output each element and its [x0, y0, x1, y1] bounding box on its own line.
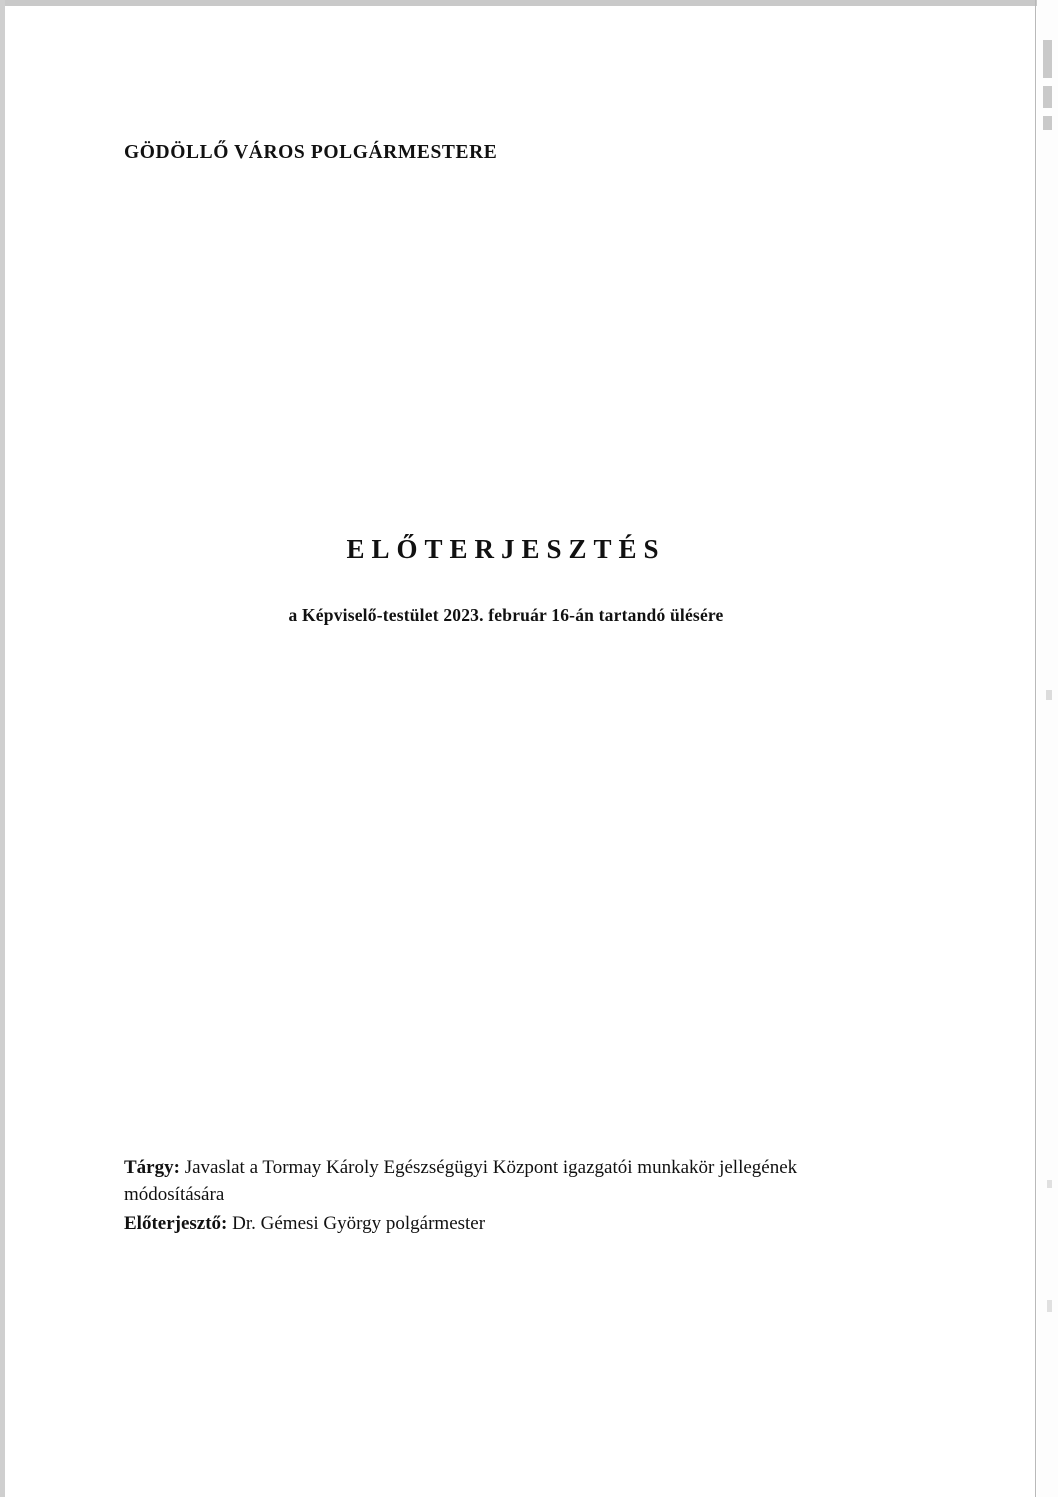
scan-edge-top: [0, 0, 1058, 6]
scan-artifact: [1043, 86, 1052, 108]
scan-artifact: [1043, 116, 1052, 130]
page-subtitle: a Képviselő-testület 2023. február 16-án tartandó ülésére: [288, 605, 724, 625]
subject-label: Tárgy:: [124, 1157, 180, 1178]
meta-row-presenter: [124, 1211, 894, 1238]
presenter-value: Dr. Gémesi György polgármester: [232, 1212, 486, 1234]
organization-heading: GÖDÖLLŐ VÁROS POLGÁRMESTERE: [124, 142, 498, 163]
meta-row-subject: [124, 1155, 894, 1209]
page-title: ELŐTERJESZTÉS: [346, 534, 666, 564]
scan-edge-left: [0, 0, 5, 1497]
scan-edge-right-line: [1035, 0, 1036, 1497]
subject-value: Javaslat a Tormay Károly Egészségügyi Központ igazgatói munkakör jellegének módosítására: [124, 1157, 798, 1205]
document-meta: [124, 1155, 894, 1238]
scan-artifact: [1047, 1180, 1052, 1188]
scan-edge-right-band: [1037, 0, 1058, 1497]
scan-artifact: [1043, 40, 1052, 78]
presenter-label: Előterjesztő:: [124, 1212, 228, 1234]
scan-artifact: [1046, 690, 1052, 700]
scan-artifact: [1047, 1300, 1052, 1312]
